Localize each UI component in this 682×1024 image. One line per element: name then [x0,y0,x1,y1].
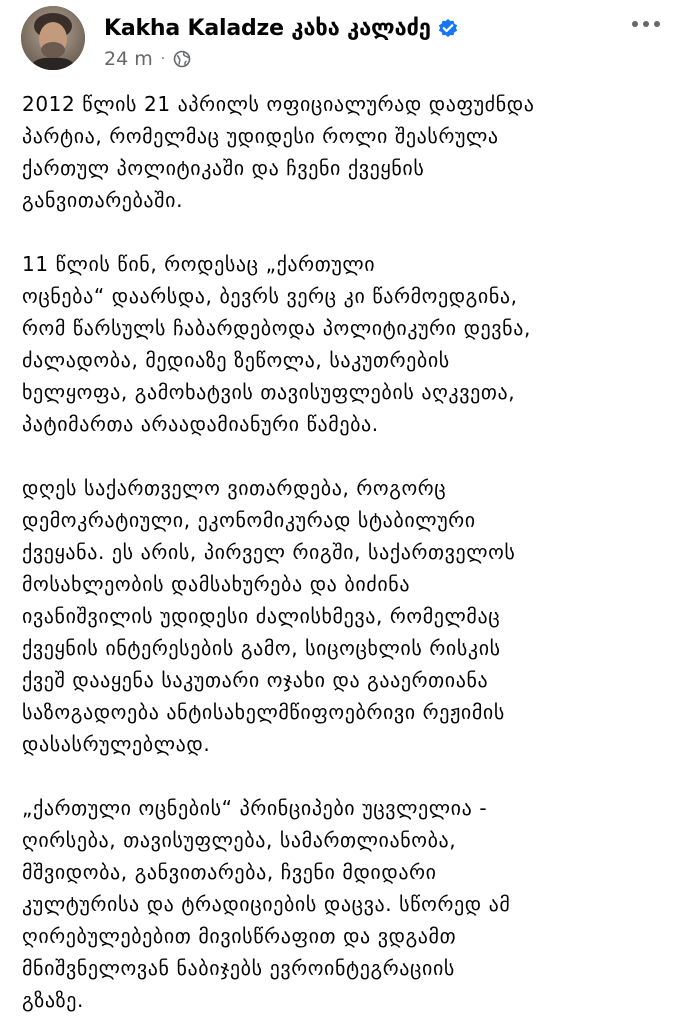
post-paragraph: 11 წლის წინ, როდესაც „ქართული ოცნება“ დაარსდა, ბევრს ვერც კი წარმოედგინა, რომ წარსულს ჩაბარდებოდა პოლიტიკური დევნა, ძალადობა, მედიაზე ზეწოლა, საკუთრების ხელყოფა, გამოხატვის თავისუფლების აღკვეთა, პატიმართა არაადამიანური წამება. [22,252,531,436]
author-row [104,10,459,46]
more-options-button[interactable] [626,10,666,34]
avatar[interactable] [21,6,85,70]
post-paragraph: „ქართული ოცნების“ პრინციპები უცვლელია - ღირსება, თავისუფლება, სამართლიანობა, მშვიდობა, განვითარება, ჩვენი მდიდარი კულტურისა და ტრადიციების დაცვა. სწორედ ამ ღირებულებებით მივისწრაფით და ვდგამთ მნიშვნელოვან ნაბიჯებს ევროინტეგრაციის გზაზე. [22,796,511,1012]
meta-separator: · [160,51,166,67]
post-paragraph: დღეს საქართველო ვითარდება, როგორც დემოკრატიული, ეკონომიკურად სტაბილური ქვეყანა. ეს არის, პირველ რიგში, საქართველოს მოსახლეობის დამსახურება და ბიძინა ივანიშვილის უდიდესი ძალისხმევა, რომელმაც ქვეყნის ინტერესების გამო, სიცოცხლის რისკის ქვეშ დააყენა საკუთარი ოჯახი და გააერთიანა საზოგადოება ანტისახელმწიფოებრივი რეჟიმის დასასრულებლად. [22,476,516,756]
post-paragraph: 2012 წლის 21 აპრილს ოფიციალურად დაფუძნდა პარტია, რომელმაც უდიდესი როლი შეასრულა ქართულ პოლიტიკაში და ჩვენი ქვეყნის განვითარებაში. [22,92,535,212]
globe-icon[interactable] [173,50,191,68]
post-text [22,88,672,1016]
post-timestamp[interactable]: 24 m [104,48,153,70]
post-meta [104,46,191,72]
verified-badge-icon [437,17,459,39]
author-name[interactable]: Kakha Kaladze კახა კალაძე [104,15,431,41]
more-options-icon [631,13,661,32]
post-header [0,0,682,80]
